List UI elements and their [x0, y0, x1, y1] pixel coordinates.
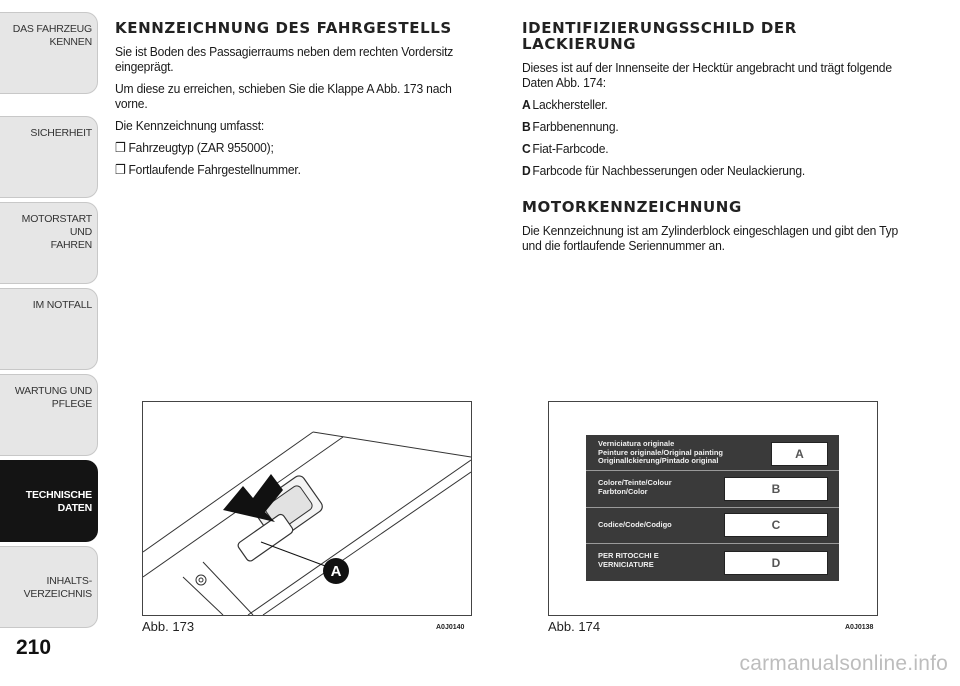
tab-motorstart-und-fahren[interactable]: MOTORSTART UND FAHREN [0, 202, 98, 284]
left-column [115, 20, 475, 184]
plate-box-c: C [724, 513, 828, 537]
list-item: B Farbbenennung. [522, 119, 619, 134]
watermark: carmanualsonline.info [739, 652, 948, 675]
heading-motorkennzeichnung: MOTORKENNZEICHNUNG [522, 198, 742, 216]
tab-das-fahrzeug-kennen[interactable]: DAS FAHRZEUG KENNEN [0, 12, 98, 94]
plate-box-a: A [771, 442, 828, 466]
figure-caption-173: Abb. 173 [142, 619, 195, 634]
list-item: ❒ Fahrzeugtyp (ZAR 955000); [115, 140, 274, 155]
figure-caption-174: Abb. 174 [548, 619, 601, 634]
list-item: D Farbcode für Nachbesserungen oder Neulackierung. [522, 163, 806, 178]
tab-wartung-und-pflege[interactable]: WARTUNG UND PFLEGE [0, 374, 98, 456]
heading-lackierung: IDENTIFIZIERUNGSSCHILD DER LACKIERUNG [522, 19, 797, 53]
paint-identification-plate [586, 435, 839, 581]
list-item: A Lackhersteller. [522, 97, 608, 112]
plate-label-retouch: PER RITOCCHI E VERNICIATURE [598, 551, 659, 569]
figure-code-174: A0J0138 [845, 624, 874, 631]
list-item: C Fiat-Farbcode. [522, 141, 609, 156]
chassis-flap-illustration [143, 402, 471, 615]
checkbox-bullet-icon: ❒ [115, 162, 126, 177]
plate-box-b: B [724, 477, 828, 501]
paragraph: Die Kennzeichnung umfasst: [115, 118, 265, 133]
paragraph: Um diese zu erreichen, schieben Sie die Klappe A Abb. 173 nach vorne. [115, 81, 452, 111]
paragraph: Dieses ist auf der Innenseite der Hecktür angebracht und trägt folgende Daten Abb. 174: [522, 60, 892, 90]
figure-173 [142, 401, 472, 616]
tab-technische-daten[interactable]: TECHNISCHE DATEN [0, 460, 98, 542]
plate-label-code: Codice/Code/Codigo [598, 520, 672, 529]
tab-inhaltsverzeichnis[interactable]: INHALTS- VERZEICHNIS [0, 546, 98, 628]
tab-im-notfall[interactable]: IM NOTFALL [0, 288, 98, 370]
paragraph: Sie ist Boden des Passagierraums neben dem rechten Vordersitz eingeprägt. [115, 44, 454, 74]
figure-code-173: A0J0140 [436, 624, 465, 631]
heading-fahrgestell: KENNZEICHNUNG DES FAHRGESTELLS [115, 19, 452, 37]
figure-174 [548, 401, 878, 616]
paragraph: Die Kennzeichnung ist am Zylinderblock eingeschlagen und gibt den Typ und die fortlaufende Seriennummer an. [522, 223, 899, 253]
right-column [522, 20, 917, 260]
tab-sicherheit[interactable]: SICHERHEIT [0, 116, 98, 198]
page-number: 210 [16, 636, 52, 659]
plate-label-colour: Colore/Teinte/Colour Farbton/Color [598, 478, 672, 496]
list-item: ❒ Fortlaufende Fahrgestellnummer. [115, 162, 301, 177]
checkbox-bullet-icon: ❒ [115, 140, 126, 155]
plate-box-d: D [724, 551, 828, 575]
plate-label-original-painting: Verniciatura originale Peinture originale/Original painting Originallckierung/Pintado original [598, 439, 724, 465]
callout-a: A [323, 558, 349, 584]
